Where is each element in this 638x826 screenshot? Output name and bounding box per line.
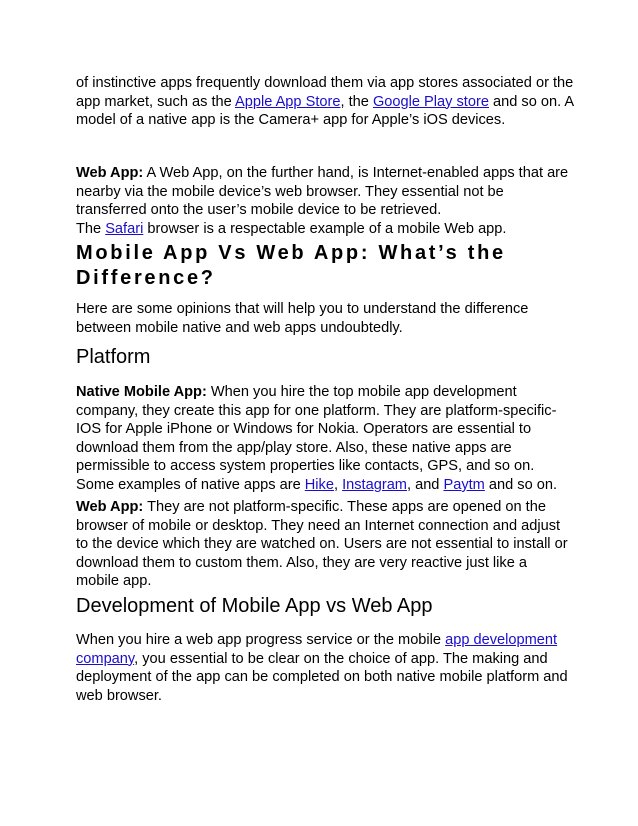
- apple-app-store-link[interactable]: Apple App Store: [235, 93, 341, 110]
- text: , the: [340, 93, 373, 110]
- text: ,: [333, 476, 343, 493]
- text: browser is a respectable example of a mobile Web app.: [143, 220, 507, 237]
- text: of instinctive apps frequently download them via app stores associated or the app market, such as the: [76, 75, 574, 110]
- instagram-link[interactable]: Instagram: [342, 476, 407, 493]
- app-development-company-link[interactable]: app development company: [76, 632, 558, 667]
- text: and so on. A model of a native app is the Camera+ app for Apple’s iOS devices.: [76, 93, 574, 129]
- text: When you hire the top mobile app development company, they create this app for one platform. They are platform-specific- IOS for Apple iPhone or Windows for Nokia. Operators are essential to download them from the app/play store. Also, these native apps are permissible to access system properties like contacts, GPS, and so on. Some examples of native apps are: [76, 384, 557, 493]
- paragraph-development: [76, 631, 574, 705]
- web-app-label: Web App:: [76, 499, 144, 515]
- safari-link[interactable]: Safari: [105, 220, 144, 237]
- text: The: [76, 220, 106, 237]
- text: When you hire a web app progress service or the mobile: [76, 632, 446, 648]
- text: They are not platform-specific. These apps are opened on the browser of mobile or desktop. They need an Internet connection and adjust to the device which they are watched on. Users are not essential to install or download them to custom them. Also, they are very reactive just like a mobile app.: [76, 499, 568, 590]
- paragraph-native-mobile-app: [76, 383, 574, 495]
- google-play-store-link[interactable]: Google Play store: [372, 93, 489, 110]
- heading-platform: Platform: [76, 346, 151, 368]
- paytm-link[interactable]: Paytm: [443, 476, 485, 493]
- text: , and: [406, 476, 444, 493]
- paragraph-opinions: Here are some opinions that will help you to understand the difference between mobile native and web apps undoubtedly.: [76, 301, 529, 336]
- paragraph-web-app-platform: [76, 498, 574, 591]
- hike-link[interactable]: Hike: [304, 476, 334, 493]
- paragraph-web-app-definition: [76, 164, 574, 238]
- paragraph-native-apps-intro: [76, 74, 574, 130]
- text: A Web App, on the further hand, is Internet-enabled apps that are nearby via the mobile device’s web browser. They essential not be transferred onto the user’s mobile device to be retrieved.: [76, 165, 569, 219]
- native-mobile-app-label: Native Mobile App:: [76, 384, 207, 400]
- text: , you essential to be clear on the choice of app. The making and deployment of the app can be completed on both native mobile platform and web browser.: [76, 650, 568, 704]
- heading-development: Development of Mobile App vs Web App: [76, 595, 433, 617]
- main-heading: Mobile App Vs Web App: What’s the Difference?: [76, 242, 506, 289]
- web-app-label: Web App:: [76, 165, 144, 181]
- text: and so on.: [484, 476, 558, 493]
